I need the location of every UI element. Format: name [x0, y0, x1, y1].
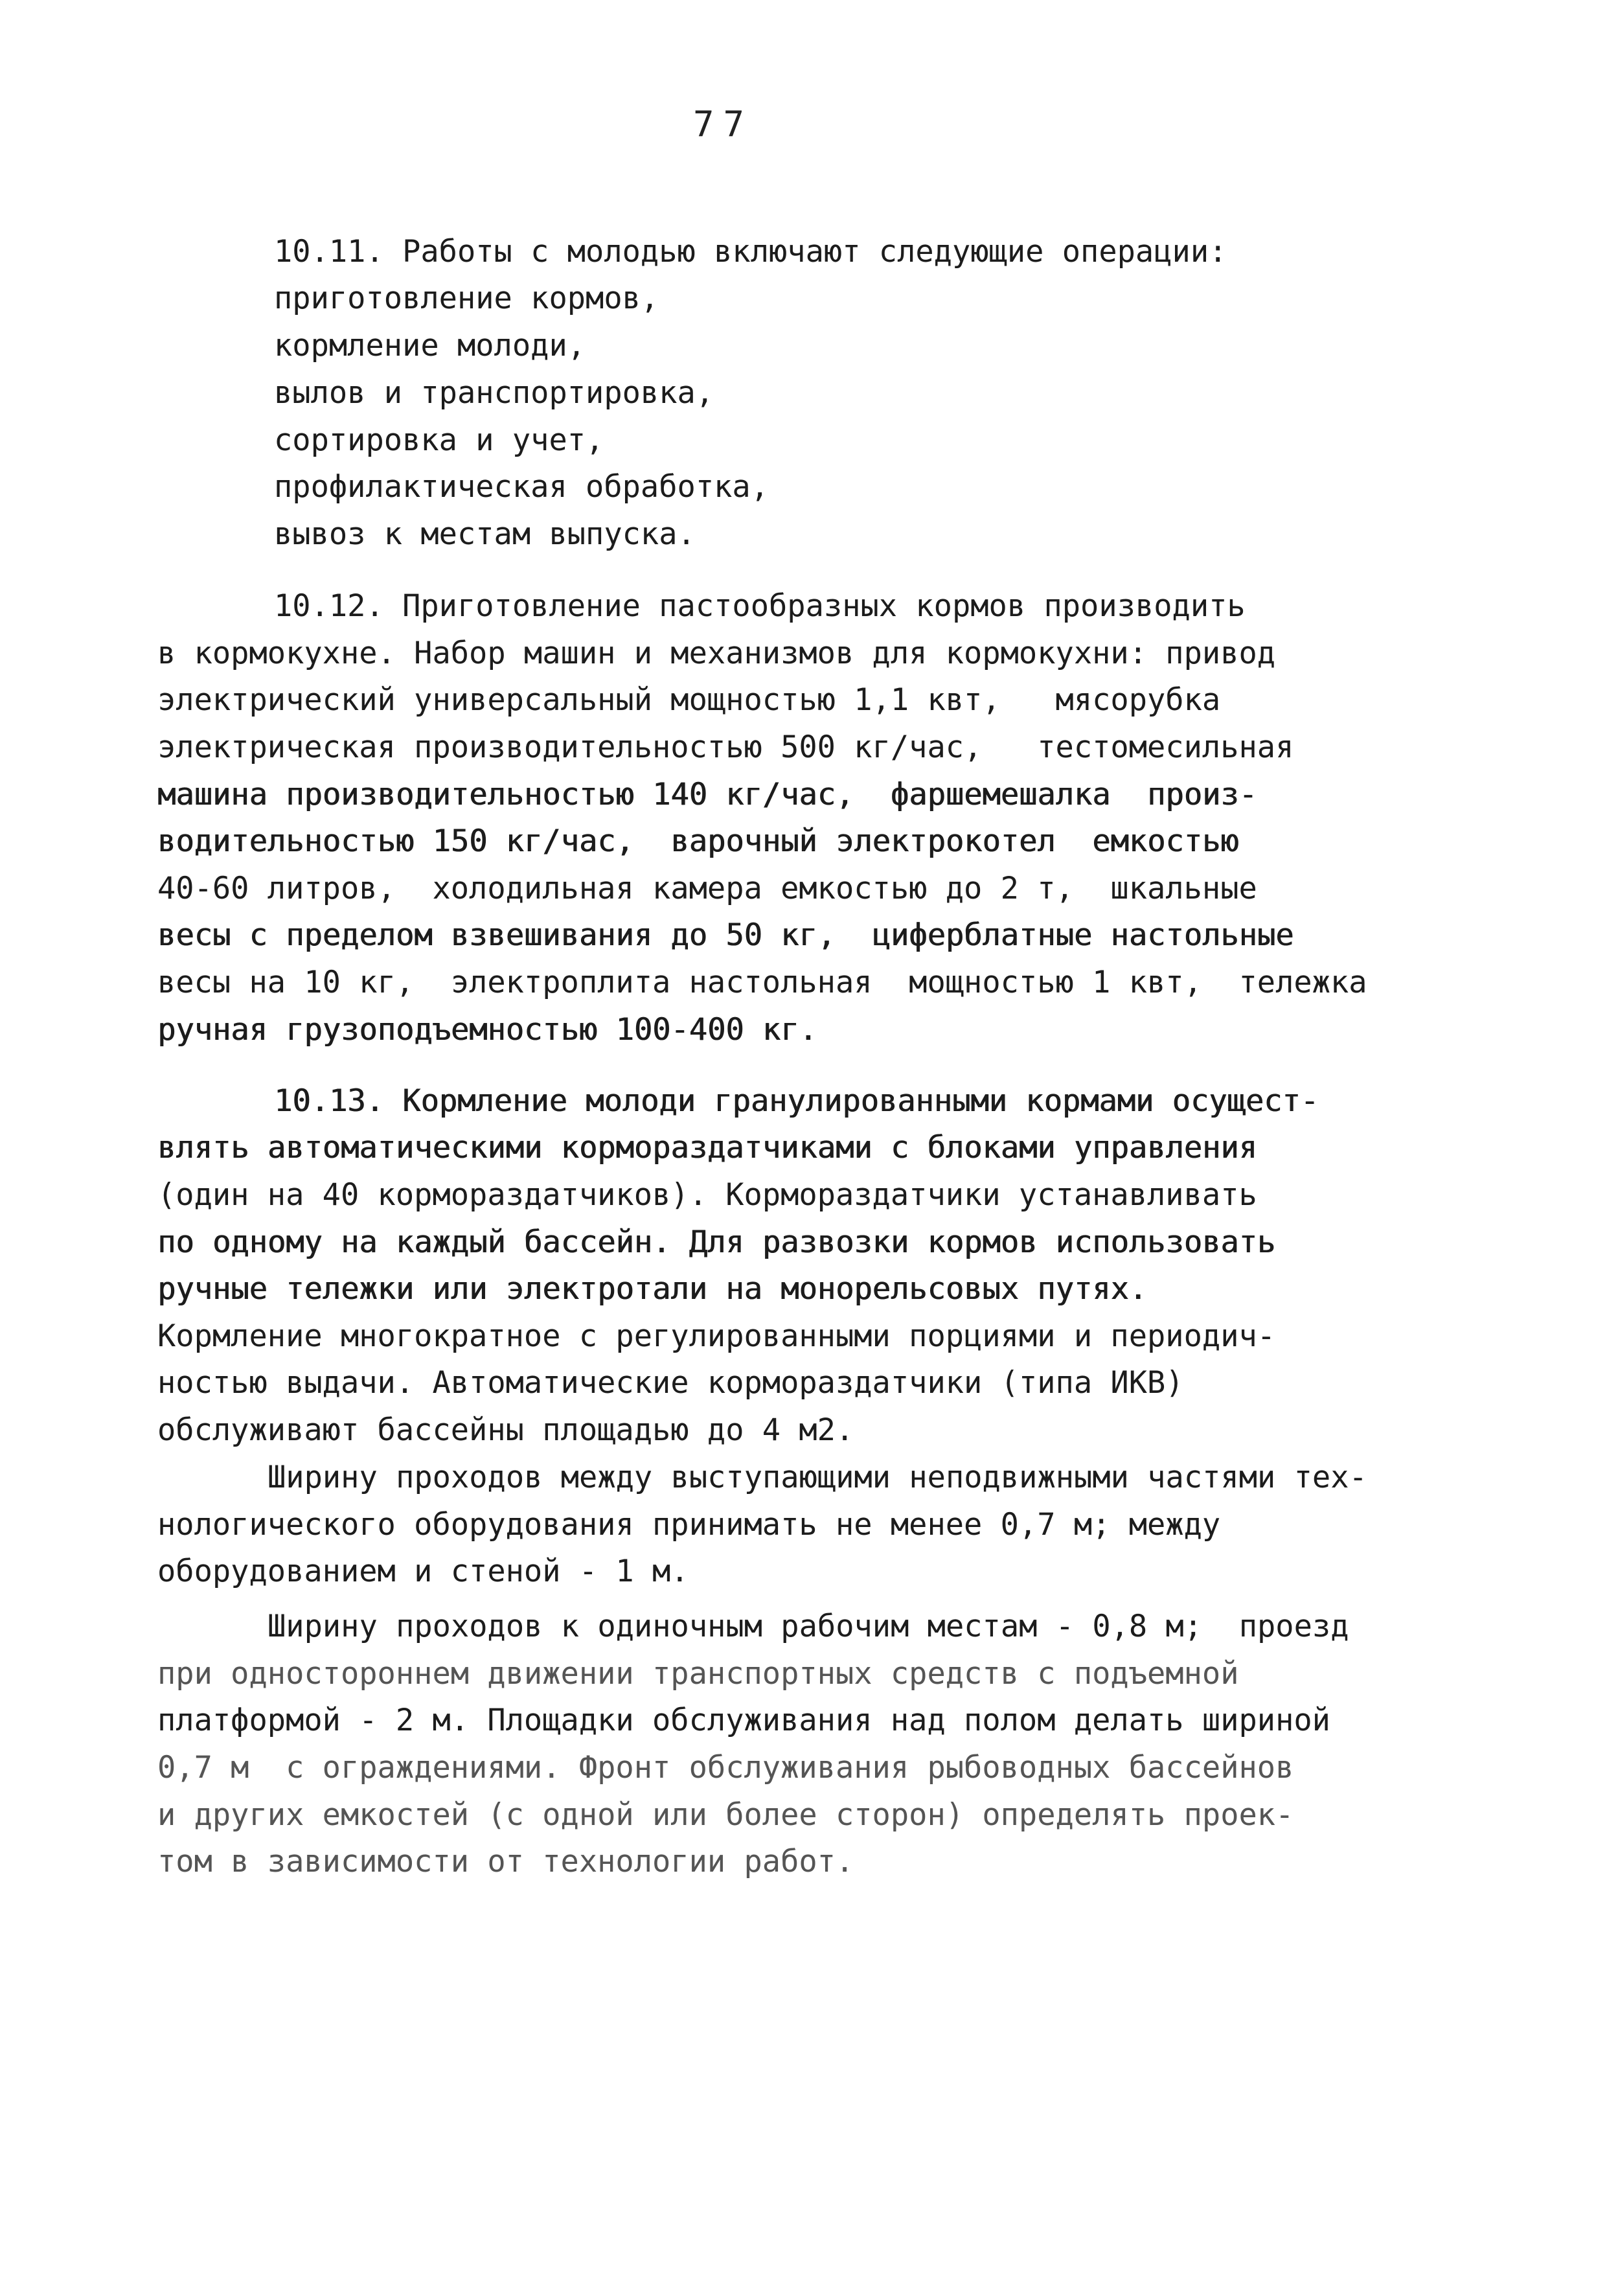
text-line: 10.13. Кормление молоди гранулированными кормами осущест- — [274, 1083, 1319, 1119]
text-line: оборудованием и стеной - 1 м. — [157, 1554, 689, 1589]
text-line: водительностью 150 кг/час, варочный электрокотел емкостью — [157, 823, 1239, 859]
text-line: обслуживают бассейны площадью до 4 м2. — [157, 1412, 854, 1448]
text-line: электрический универсальный мощностью 1,1 квт, мясорубка — [157, 682, 1221, 718]
text-line: приготовление кормов, — [274, 281, 659, 316]
text-line: Ширину проходов к одиночным рабочим местам - 0,8 м; проезд — [268, 1609, 1349, 1644]
text-line: сортировка и учет, — [274, 422, 604, 458]
text-line: 10.12. Приготовление пастообразных кормов производить — [274, 588, 1246, 624]
text-line: вылов и транспортировка, — [274, 375, 714, 411]
text-line: вывоз к местам выпуска. — [274, 516, 696, 552]
text-line: 10.11. Работы с молодью включают следующие операции: — [274, 234, 1227, 270]
text-line: ностью выдачи. Автоматические кормораздатчики (типа ИКВ) — [157, 1365, 1184, 1401]
text-line: и других емкостей (с одной или более сторон) определять проек- — [157, 1797, 1294, 1833]
text-line: по одному на каждый бассейн. Для развозки кормов использовать — [157, 1224, 1276, 1260]
text-line: (один на 40 кормораздатчиков). Кормораздатчики устанавливать — [157, 1177, 1257, 1213]
text-line: машина производительностью 140 кг/час, фаршемешалка произ- — [157, 777, 1257, 812]
text-line: при одностороннем движении транспортных средств с подъемной — [157, 1656, 1239, 1692]
text-line: ручная грузоподъемностью 100-400 кг. — [157, 1012, 817, 1048]
text-line: платформой - 2 м. Площадки обслуживания над полом делать шириной — [157, 1703, 1330, 1738]
text-line: весы с пределом взвешивания до 50 кг, циферблатные настольные — [157, 917, 1294, 953]
text-line: профилактическая обработка, — [274, 469, 769, 505]
text-line: ручные тележки или электротали на монорельсовых путях. — [157, 1271, 1148, 1307]
text-line: в кормокухне. Набор машин и механизмов для кормокухни: привод — [157, 636, 1276, 671]
text-line: 0,7 м с ограждениями. Фронт обслуживания рыбоводных бассейнов — [157, 1750, 1294, 1785]
text-line: Ширину проходов между выступающими неподвижными частями тех- — [268, 1460, 1367, 1495]
text-line: 40-60 литров, холодильная камера емкостью до 2 т, шкальные — [157, 871, 1257, 906]
text-line: Кормление многократное с регулированными порциями и периодич- — [157, 1318, 1276, 1354]
text-line: электрическая производительностью 500 кг/час, тестомесильная — [157, 729, 1294, 765]
page-number: 77 — [693, 104, 754, 144]
text-line: нологического оборудования принимать не менее 0,7 м; между — [157, 1507, 1221, 1543]
text-line: том в зависимости от технологии работ. — [157, 1844, 854, 1879]
text-line: весы на 10 кг, электроплита настольная мощностью 1 квт, тележка — [157, 965, 1367, 1000]
text-line: кормление молоди, — [274, 328, 586, 363]
text-line: влять автоматическими кормораздатчиками с блоками управления — [157, 1130, 1257, 1165]
